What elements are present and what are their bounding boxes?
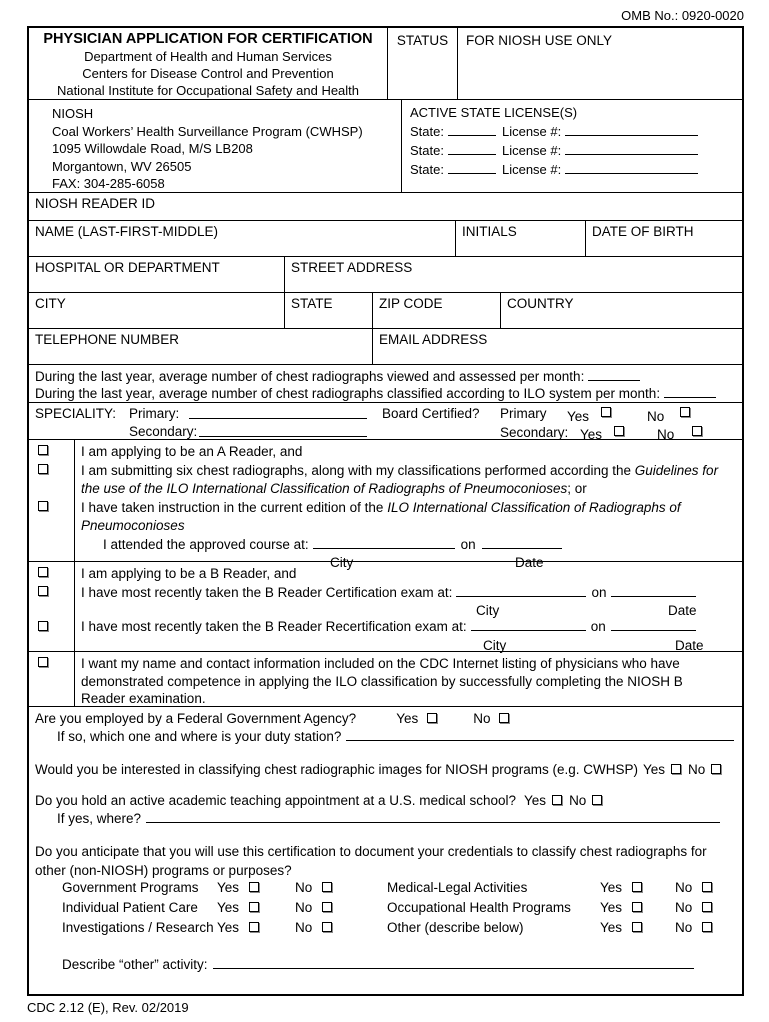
cdc-listing-checkbox-column: [29, 652, 74, 706]
a-reader-line-2: [81, 462, 732, 499]
medical-legal-yes-label: Yes: [600, 880, 623, 895]
a-reader-section: [29, 439, 742, 570]
board-secondary-yes-checkbox[interactable]: [614, 426, 624, 436]
cdc-listing-text: I want my name and contact information included on the CDC Internet listing of physicians who have demonstrated competence in applying the ILO classification by successfully completing the NIOSH B Reader examination.: [81, 656, 683, 706]
course-sublabels: [81, 554, 732, 570]
recertification-city-label: City: [483, 637, 507, 653]
niosh-city-line: Morgantown, WV 26505: [52, 158, 192, 174]
b-reader-certification-checkbox[interactable]: [38, 586, 48, 596]
program-row-research: [62, 920, 734, 940]
hospital-row: [29, 256, 742, 292]
city-row: [29, 292, 742, 328]
status-cell[interactable]: [387, 28, 457, 99]
a-reader-checkbox-column: [29, 440, 74, 561]
recertification-on-label: on: [590, 619, 606, 634]
other-yes-checkbox[interactable]: [632, 922, 642, 932]
course-city-blank[interactable]: [313, 536, 455, 549]
a-reader-line-3-text: I have taken instruction in the current edition of the: [81, 499, 388, 515]
certification-on-label: on: [591, 584, 607, 600]
research-no-label: No: [295, 920, 313, 935]
a-reader-line-2-italic: Guidelines for the use of the ILO International Classification of Radiographs of Pneumoconioses: [81, 462, 719, 496]
zip-field[interactable]: [372, 293, 500, 328]
radiographs-viewed-blank[interactable]: [588, 368, 640, 381]
reader-id-field[interactable]: [29, 193, 742, 220]
research-yes-checkbox[interactable]: [249, 922, 259, 932]
duty-station-question: If so, which one and where is your duty station?: [57, 729, 342, 744]
a-reader-line-2-end: ; or: [567, 481, 587, 496]
phone-field[interactable]: [29, 329, 372, 364]
name-field[interactable]: [29, 221, 455, 256]
radiographs-classified-text: During the last year, average number of chest radiographs classified according to ILO system per month:: [35, 386, 661, 401]
state-field[interactable]: [284, 293, 372, 328]
course-attended-text: I attended the approved course at:: [103, 536, 309, 552]
academic-question: Do you hold an active academic teaching appointment at a U.S. medical school?: [35, 793, 517, 808]
status-label: STATUS: [396, 33, 449, 48]
b-reader-content: [74, 562, 742, 651]
patient-care-no-checkbox[interactable]: [322, 902, 332, 912]
board-primary-yes-checkbox[interactable]: [601, 407, 611, 417]
academic-no-label: No: [569, 793, 587, 808]
a-reader-line-3-italic: ILO International Classification of Radiographs of Pneumoconioses: [81, 499, 681, 533]
certification-city-label: City: [476, 603, 500, 618]
speciality-row: [29, 402, 742, 442]
country-label: COUNTRY: [507, 296, 574, 311]
radiograph-counts-row: [29, 364, 742, 402]
patient-care-yes-label: Yes: [217, 900, 240, 915]
secondary-specialty-blank[interactable]: [199, 423, 367, 437]
academic-no-checkbox[interactable]: [592, 795, 602, 805]
occupational-no-label: No: [675, 900, 693, 915]
city-field[interactable]: [29, 293, 284, 328]
federal-question: Are you employed by a Federal Government Agency?: [35, 711, 357, 726]
government-no-checkbox[interactable]: [322, 882, 332, 892]
niosh-interest-yes-checkbox[interactable]: [671, 764, 681, 774]
other-programs-label: Other (describe below): [387, 920, 524, 935]
state-blank-3[interactable]: [448, 162, 496, 174]
academic-yes-checkbox[interactable]: [552, 795, 562, 805]
state-label: State:: [410, 124, 444, 139]
b-reader-apply-checkbox[interactable]: [38, 567, 48, 577]
board-primary-yes-label: Yes: [567, 409, 590, 424]
academic-where-line: [57, 810, 720, 826]
email-field[interactable]: [372, 329, 742, 364]
niosh-interest-no-checkbox[interactable]: [711, 764, 721, 774]
niosh-interest-line: [35, 762, 734, 777]
academic-question-line: [35, 793, 734, 808]
anticipate-question: Do you anticipate that you will use this certification to document your credentials to classify chest radiographs for other (non-NIOSH) programs or purposes?: [35, 844, 707, 878]
b-reader-line-1: I am applying to be a B Reader, and: [81, 566, 297, 581]
address-license-row: [29, 99, 742, 192]
occupational-yes-label: Yes: [600, 900, 623, 915]
niosh-use-label: FOR NIOSH USE ONLY: [466, 33, 613, 48]
niosh-street-line: 1095 Willowdale Road, M/S LB208: [52, 141, 253, 156]
b-reader-section: [29, 561, 742, 651]
board-primary-no-label: No: [647, 409, 665, 424]
zip-label: ZIP CODE: [379, 296, 443, 311]
board-certified-label: Board Certified?: [382, 406, 480, 421]
medical-legal-yes-checkbox[interactable]: [632, 882, 642, 892]
recertification-sublabels: [81, 637, 732, 653]
other-yes-label: Yes: [600, 920, 623, 935]
city-label: CITY: [35, 296, 66, 311]
describe-other-line: [62, 956, 694, 972]
state-label: State:: [410, 162, 444, 177]
other-no-checkbox[interactable]: [702, 922, 712, 932]
license-number-label: License #:: [501, 124, 562, 139]
name-row: [29, 220, 742, 256]
radiographs-viewed-line: [35, 368, 736, 385]
government-programs-label: Government Programs: [62, 880, 199, 895]
other-no-label: No: [675, 920, 693, 935]
recertification-exam-text: I have most recently taken the B Reader Recertification exam at:: [81, 619, 467, 634]
course-date-label: Date: [515, 555, 544, 570]
dob-label: DATE OF BIRTH: [592, 224, 694, 239]
course-city-label: City: [330, 555, 354, 570]
board-secondary-label: Secondary:: [500, 425, 569, 440]
reader-id-row: [29, 192, 742, 220]
license-row: [410, 142, 738, 159]
occupational-yes-checkbox[interactable]: [632, 902, 642, 912]
occupational-health-label: Occupational Health Programs: [387, 900, 571, 915]
hospital-field[interactable]: [29, 257, 284, 292]
application-form: [27, 26, 744, 996]
license-number-blank-3[interactable]: [565, 162, 698, 174]
government-no-label: No: [295, 880, 313, 895]
federal-no-checkbox[interactable]: [499, 713, 509, 723]
medical-legal-no-checkbox[interactable]: [702, 882, 712, 892]
b-reader-checkbox-column: [29, 562, 74, 651]
federal-no-label: No: [473, 711, 491, 726]
certification-city-blank[interactable]: [456, 584, 586, 597]
federal-yes-label: Yes: [396, 711, 419, 726]
email-label: EMAIL ADDRESS: [379, 332, 488, 347]
medical-legal-label: Medical-Legal Activities: [387, 880, 528, 895]
phone-row: [29, 328, 742, 364]
academic-yes-label: Yes: [524, 793, 547, 808]
board-primary-label: Primary: [500, 406, 547, 421]
research-yes-label: Yes: [217, 920, 240, 935]
certification-sublabels: [81, 602, 732, 618]
license-row: [410, 123, 738, 140]
niosh-name-line: NIOSH: [52, 106, 94, 121]
certification-exam-text: I have most recently taken the B Reader Certification exam at:: [81, 584, 453, 600]
license-number-blank-2[interactable]: [565, 143, 698, 155]
course-date-blank[interactable]: [482, 536, 562, 549]
federal-yes-checkbox[interactable]: [427, 713, 437, 723]
reader-id-label: NIOSH READER ID: [35, 196, 156, 211]
a-reader-line-2-text: I am submitting six chest radiographs, along with my classifications performed according the: [81, 462, 635, 478]
cwhsp-program-line: Coal Workers’ Health Surveillance Program (CWHSP): [52, 123, 363, 139]
license-number-label: License #:: [501, 162, 562, 177]
patient-care-no-label: No: [295, 900, 313, 915]
program-row-government: [62, 880, 734, 900]
dob-field[interactable]: [585, 221, 742, 256]
secondary-specialty-label: Secondary:: [129, 424, 198, 439]
niosh-use-cell: [457, 28, 742, 99]
federal-question-line: [35, 711, 734, 726]
board-secondary-yes-label: Yes: [580, 427, 603, 442]
investigations-research-label: Investigations / Research: [62, 920, 214, 935]
a-reader-instruction-checkbox[interactable]: [38, 501, 48, 511]
form-title: PHYSICIAN APPLICATION FOR CERTIFICATION: [43, 31, 373, 47]
initials-label: INITIALS: [462, 224, 517, 239]
recertification-exam-line: [81, 618, 732, 637]
course-attended-line: [103, 536, 732, 555]
a-reader-radiographs-checkbox[interactable]: [38, 464, 48, 474]
course-on-label: on: [460, 536, 476, 552]
header-row: [29, 28, 742, 99]
occupational-no-checkbox[interactable]: [702, 902, 712, 912]
hospital-label: HOSPITAL OR DEPARTMENT: [35, 260, 220, 275]
cdc-listing-checkbox[interactable]: [38, 657, 48, 667]
government-yes-checkbox[interactable]: [249, 882, 259, 892]
recertification-date-label: Date: [675, 637, 704, 653]
license-number-blank-1[interactable]: [565, 124, 698, 136]
cdc-listing-section: [29, 651, 742, 706]
certification-date-label: Date: [668, 603, 697, 618]
radiographs-classified-line: [35, 385, 736, 402]
name-label: NAME (LAST-FIRST-MIDDLE): [35, 224, 219, 239]
speciality-label: SPECIALITY:: [35, 406, 117, 421]
niosh-institute-line: National Institute for Occupational Safety and Health: [56, 83, 360, 98]
certification-exam-line: [81, 584, 732, 603]
patient-care-yes-checkbox[interactable]: [249, 902, 259, 912]
omb-number: OMB No.: 0920-0020: [621, 8, 744, 23]
niosh-interest-question: Would you be interested in classifying chest radiographic images for NIOSH programs (e.g. CWHSP): [35, 762, 638, 777]
if-yes-where-label: If yes, where?: [57, 811, 142, 826]
state-label: State:: [410, 143, 444, 158]
licenses-title: ACTIVE STATE LICENSE(S): [410, 105, 578, 120]
government-yes-label: Yes: [217, 880, 240, 895]
licenses-cell: [401, 100, 742, 192]
state-blank-1[interactable]: [448, 124, 496, 136]
state-field-label: STATE: [291, 296, 333, 311]
board-secondary-no-checkbox[interactable]: [692, 426, 702, 436]
title-cell: [29, 28, 387, 99]
a-reader-apply-checkbox[interactable]: [38, 445, 48, 455]
niosh-interest-no-label: No: [688, 762, 706, 777]
individual-patient-care-label: Individual Patient Care: [62, 900, 198, 915]
state-blank-2[interactable]: [448, 143, 496, 155]
initials-field[interactable]: [455, 221, 585, 256]
b-reader-recertification-checkbox[interactable]: [38, 621, 48, 631]
a-reader-line-3: [81, 499, 732, 536]
board-primary-no-checkbox[interactable]: [680, 407, 690, 417]
niosh-interest-yes-label: Yes: [643, 762, 666, 777]
board-secondary-no-label: No: [657, 427, 675, 442]
a-reader-line-1: I am applying to be an A Reader, and: [81, 444, 303, 459]
street-field[interactable]: [284, 257, 742, 292]
primary-specialty-blank[interactable]: [189, 405, 367, 419]
radiographs-viewed-text: During the last year, average number of chest radiographs viewed and assessed per month:: [35, 369, 585, 384]
license-number-label: License #:: [501, 143, 562, 158]
cdc-line: Centers for Disease Control and Prevention: [82, 66, 334, 81]
a-reader-content: [74, 440, 742, 570]
radiographs-classified-blank[interactable]: [664, 385, 716, 398]
medical-legal-no-label: No: [675, 880, 693, 895]
country-field[interactable]: [500, 293, 742, 328]
describe-other-blank[interactable]: [213, 956, 694, 969]
street-label: STREET ADDRESS: [291, 260, 413, 275]
academic-where-blank[interactable]: [146, 810, 720, 823]
additional-questions-section: [29, 706, 742, 994]
niosh-address-block: [29, 100, 401, 192]
primary-specialty-label: Primary:: [129, 406, 180, 421]
program-row-patient-care: [62, 900, 734, 920]
form-number-footer: CDC 2.12 (E), Rev. 02/2019: [27, 1000, 189, 1015]
certification-date-blank[interactable]: [611, 584, 696, 597]
hhs-line: Department of Health and Human Services: [84, 49, 332, 64]
duty-station-blank[interactable]: [346, 728, 734, 741]
cdc-listing-content: [74, 652, 742, 706]
duty-station-line: [57, 728, 734, 744]
describe-other-label: Describe “other” activity:: [62, 957, 208, 972]
phone-label: TELEPHONE NUMBER: [35, 332, 180, 347]
niosh-fax-line: FAX: 304-285-6058: [52, 176, 165, 191]
license-row: [410, 161, 738, 178]
research-no-checkbox[interactable]: [322, 922, 332, 932]
